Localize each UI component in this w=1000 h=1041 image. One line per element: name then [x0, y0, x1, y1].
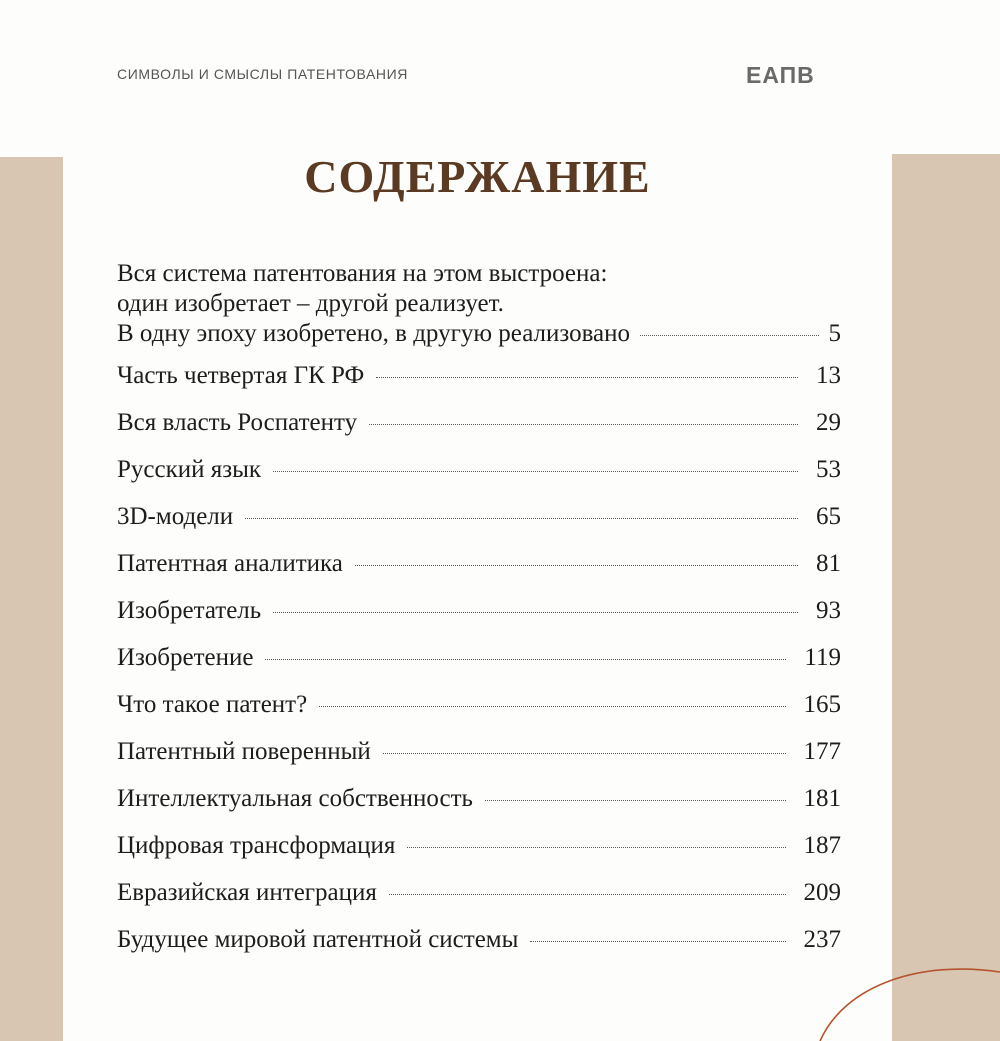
toc-page-number: 5 — [828, 320, 841, 347]
dot-leader — [389, 894, 786, 895]
contents-heading: СОДЕРЖАНИЕ — [304, 151, 651, 202]
dot-leader — [485, 800, 786, 801]
intro-line-3: В одну эпоху изобретено, в другую реализовано — [117, 320, 631, 347]
running-header-title: СИМВОЛЫ И СМЫСЛЫ ПАТЕНТОВАНИЯ — [117, 66, 409, 82]
toc-entry-label: Евразийская интеграция — [117, 879, 377, 906]
toc-entry-label: Что такое патент? — [117, 691, 308, 718]
eapo-logo: ЕАПВ — [746, 62, 815, 88]
toc-page-number: 177 — [803, 738, 841, 765]
toc-entry[interactable] — [117, 456, 841, 503]
toc-page-number: 209 — [803, 879, 841, 906]
dot-leader — [383, 753, 786, 754]
dot-leader — [376, 377, 798, 378]
intro-line-1: Вся система патентования на этом выстроена: — [117, 260, 608, 287]
dot-leader — [369, 424, 798, 425]
toc-intro-entry[interactable] — [117, 259, 841, 349]
toc-page-number: 119 — [804, 644, 841, 671]
toc-entry[interactable] — [117, 738, 841, 785]
toc-entry[interactable] — [117, 926, 841, 973]
toc-entry-label: Патентный поверенный — [117, 738, 371, 765]
toc-entry-label: Русский язык — [117, 456, 262, 483]
toc-entry-label: Изобретатель — [117, 597, 262, 624]
toc-entry-label: Интеллектуальная собственность — [117, 785, 473, 812]
toc-entry[interactable] — [117, 550, 841, 597]
toc-entry[interactable] — [117, 644, 841, 691]
dot-leader — [273, 471, 798, 472]
toc-entry-label: Часть четвертая ГК РФ — [117, 362, 365, 389]
dot-leader — [640, 335, 819, 336]
toc-page-number: 29 — [816, 409, 841, 436]
right-side-band — [892, 154, 1000, 1041]
dot-leader — [355, 565, 798, 566]
toc-entry[interactable] — [117, 785, 841, 832]
dot-leader — [319, 706, 785, 707]
dot-leader — [273, 612, 798, 613]
dot-leader — [265, 659, 786, 660]
toc-entry-label: Вся власть Роспатенту — [117, 409, 358, 436]
toc-entry[interactable] — [117, 879, 841, 926]
toc-page-number: 81 — [816, 550, 841, 577]
toc-entry[interactable] — [117, 409, 841, 456]
dot-leader — [245, 518, 798, 519]
toc-list — [117, 362, 841, 973]
toc-entry[interactable] — [117, 691, 841, 738]
toc-entry[interactable] — [117, 597, 841, 644]
intro-line-2: один изобретает – другой реализует. — [117, 290, 504, 317]
toc-page-number: 13 — [816, 362, 841, 389]
toc-entry-label: Изобретение — [117, 644, 254, 671]
decorative-arc — [780, 960, 1000, 1041]
toc-entry[interactable] — [117, 503, 841, 550]
toc-page-number: 237 — [803, 926, 841, 953]
toc-entry-label: Цифровая трансформация — [117, 832, 396, 859]
toc-page-number: 65 — [816, 503, 841, 530]
toc-entry-label: 3D-модели — [117, 503, 234, 530]
toc-page-number: 187 — [803, 832, 841, 859]
dot-leader — [530, 941, 785, 942]
left-side-band — [0, 157, 63, 1041]
toc-entry-label: Патентная аналитика — [117, 550, 343, 577]
toc-page-number: 93 — [816, 597, 841, 624]
dot-leader — [407, 847, 785, 848]
toc-page-number: 165 — [803, 691, 841, 718]
toc-entry[interactable] — [117, 362, 841, 409]
toc-page-number: 53 — [816, 456, 841, 483]
toc-entry-label: Будущее мировой патентной системы — [117, 926, 519, 953]
toc-entry[interactable] — [117, 832, 841, 879]
toc-page-number: 181 — [803, 785, 841, 812]
